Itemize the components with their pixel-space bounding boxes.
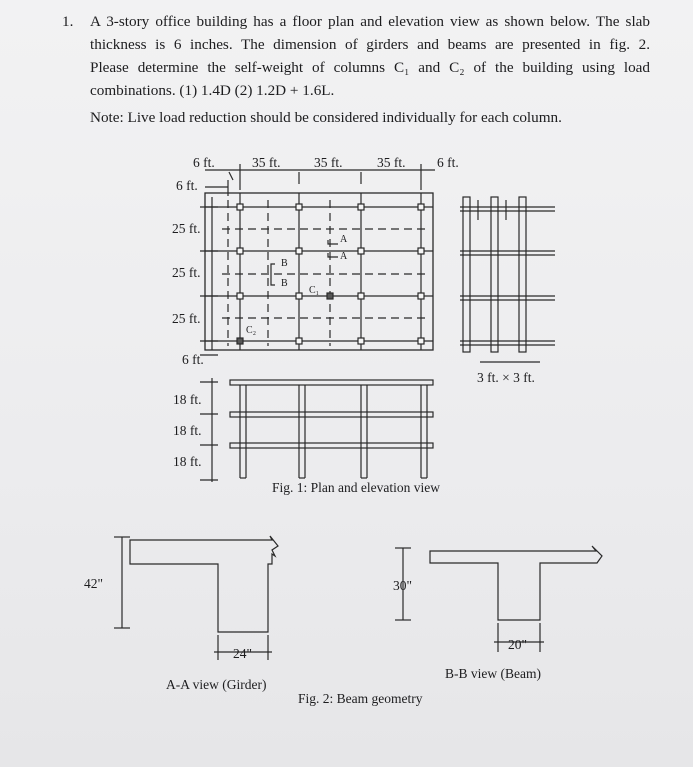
top-dim-label: 6 ft. [193, 155, 215, 170]
top-dim-label: 35 ft. [377, 155, 406, 170]
problem-line: Please determine the self-weight of columns C₁ and C₂ of the building using load [90, 59, 650, 76]
plan-view [200, 164, 435, 355]
column-c1-label: C₁ [309, 285, 320, 296]
column-c2-label: C₂ [246, 325, 257, 336]
story-dim-label: 18 ft. [173, 454, 202, 469]
beam-caption: B-B view (Beam) [445, 666, 541, 681]
top-dim-label: 6 ft. [437, 155, 459, 170]
side-dim-label: 25 ft. [172, 221, 201, 236]
problem-line: A 3-story office building has a floor plan and elevation view as shown below. The slab [90, 13, 650, 30]
top-dim-label: 35 ft. [252, 155, 281, 170]
left-top-dim-label: 6 ft. [176, 178, 198, 193]
side-dim-label: 25 ft. [172, 265, 201, 280]
top-dim-label: 35 ft. [314, 155, 343, 170]
problem-note: Note: Live load reduction should be considered individually for each column. [90, 109, 562, 126]
beam-width-label: 20" [508, 637, 528, 652]
fig2-caption: Fig. 2: Beam geometry [298, 691, 423, 706]
girder-caption: A-A view (Girder) [166, 677, 267, 692]
girder-width-label: 24" [233, 646, 253, 661]
story-dim-label: 18 ft. [173, 423, 202, 438]
problem-number: 1. [62, 13, 74, 30]
story-dim-label: 18 ft. [173, 392, 202, 407]
beam-depth-label: 30" [393, 578, 413, 593]
side-elevation [460, 197, 555, 362]
side-dim-label: 25 ft. [172, 311, 201, 326]
fig1-caption: Fig. 1: Plan and elevation view [272, 480, 440, 495]
beam-section [395, 546, 602, 652]
section-mark: B [281, 258, 288, 269]
bottom-dim-label: 6 ft. [182, 352, 204, 367]
front-elevation [200, 378, 433, 482]
problem-line: thickness is 6 inches. The dimension of girders and beams are presented in fig. 2. [90, 36, 650, 53]
section-mark: A [340, 251, 348, 262]
problem-line: combinations. (1) 1.4D (2) 1.2D + 1.6L. [90, 82, 335, 99]
section-mark: A [340, 234, 348, 245]
column-size-label: 3 ft. × 3 ft. [477, 370, 535, 385]
girder-depth-label: 42" [84, 576, 104, 591]
section-mark: B [281, 278, 288, 289]
girder-section [114, 536, 278, 660]
